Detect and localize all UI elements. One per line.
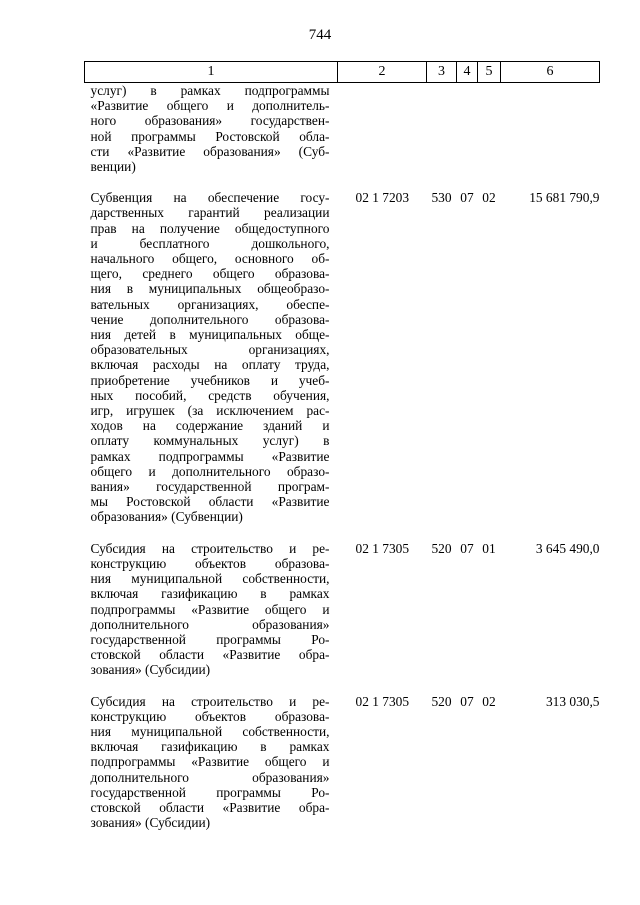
description-line: Субсидия на строительство и ре- bbox=[90, 540, 330, 556]
description-line: вания» государственной програм- bbox=[90, 479, 330, 495]
table-header-row bbox=[85, 62, 600, 83]
header-col-4: 4 bbox=[457, 62, 478, 83]
description-line: стовской области «Развитие обра- bbox=[90, 799, 330, 815]
description-line: общего и дополнительного образо- bbox=[90, 463, 330, 479]
description-line: государственной программы Ро- bbox=[90, 631, 330, 647]
header-col-5: 5 bbox=[478, 62, 501, 83]
row-description bbox=[85, 190, 338, 540]
description-line: «Развитие общего и дополнитель- bbox=[90, 98, 330, 114]
row-code: 02 1 7305 bbox=[355, 693, 410, 709]
description-line: сти «Развитие образования» (Суб- bbox=[90, 143, 330, 159]
description-line: образовательных организациях, bbox=[90, 342, 330, 358]
row-col-4: 07 bbox=[460, 693, 474, 709]
description-line: включая газификацию в рамках bbox=[90, 586, 330, 602]
header-col-1: 1 bbox=[85, 62, 338, 83]
description-line: чение дополнительного образова- bbox=[90, 311, 330, 327]
description-line: рамках подпрограммы «Развитие bbox=[90, 448, 330, 464]
description-line: ных пособий, средств обучения, bbox=[90, 387, 330, 403]
row-code bbox=[338, 83, 427, 191]
description-line: приобретение учебников и учеб- bbox=[90, 372, 330, 388]
description-line: венции) bbox=[90, 159, 136, 175]
row-code: 02 1 7305 bbox=[355, 540, 410, 556]
row-col-3: 520 bbox=[431, 693, 452, 709]
description-line: Субвенция на обеспечение госу- bbox=[90, 190, 330, 206]
description-line: щего, среднего общего образова- bbox=[90, 266, 330, 282]
header-col-6: 6 bbox=[501, 62, 600, 83]
description-line: мы Ростовской области «Развитие bbox=[90, 494, 330, 510]
description-line: ной программы Ростовской обла- bbox=[90, 128, 330, 144]
row-amount bbox=[501, 83, 600, 191]
row-col-3: 520 bbox=[431, 540, 452, 556]
description-line: оплату коммунальных услуг) в bbox=[90, 433, 330, 449]
description-line: ния детей в муниципальных обще- bbox=[90, 327, 330, 343]
row-col-4: 07 bbox=[460, 540, 474, 556]
description-line: вательных организациях, обеспе- bbox=[90, 296, 330, 312]
row-code: 02 1 7203 bbox=[355, 190, 410, 206]
description-line: услуг) в рамках подпрограммы bbox=[90, 83, 330, 98]
table-row bbox=[85, 694, 600, 847]
page-number: 744 bbox=[308, 27, 332, 43]
header-col-3: 3 bbox=[427, 62, 457, 83]
description-line: образования» (Субвенции) bbox=[90, 509, 243, 525]
row-col-4: 07 bbox=[460, 190, 474, 206]
budget-table bbox=[84, 61, 600, 846]
description-line: начального общего, основного об- bbox=[90, 251, 330, 267]
row-description bbox=[85, 694, 338, 847]
description-line: и бесплатного дошкольного, bbox=[90, 235, 330, 251]
row-amount: 15 681 790,9 bbox=[529, 190, 600, 206]
row-col-3: 530 bbox=[431, 190, 452, 206]
description-line: конструкцию объектов образова- bbox=[90, 555, 330, 571]
description-line: государственной программы Ро- bbox=[90, 784, 330, 800]
description-line: ния муниципальной собственности, bbox=[90, 571, 330, 587]
description-line: включая газификацию в рамках bbox=[90, 739, 330, 755]
description-line: подпрограммы «Развитие общего и bbox=[90, 754, 330, 770]
table-row bbox=[85, 83, 600, 191]
description-line: зования» (Субсидии) bbox=[90, 815, 211, 831]
row-description bbox=[85, 83, 338, 191]
description-line: включая расходы на оплату труда, bbox=[90, 357, 330, 373]
description-line: игр, игрушек (за исключением рас- bbox=[90, 403, 330, 419]
row-col-3 bbox=[427, 83, 457, 191]
description-line: Субсидия на строительство и ре- bbox=[90, 693, 330, 709]
description-line: зования» (Субсидии) bbox=[90, 662, 211, 678]
description-line: ного образования» государствен- bbox=[90, 113, 330, 129]
row-col-5: 02 bbox=[482, 190, 496, 206]
description-line: ния муниципальной собственности, bbox=[90, 723, 330, 739]
description-line: дарственных гарантий реализации bbox=[90, 205, 330, 221]
header-col-2: 2 bbox=[338, 62, 427, 83]
row-col-5: 01 bbox=[482, 540, 496, 556]
description-line: ния в муниципальных общеобразо- bbox=[90, 281, 330, 297]
row-col-5 bbox=[478, 83, 501, 191]
table-row bbox=[85, 190, 600, 540]
table-row bbox=[85, 541, 600, 694]
description-line: конструкцию объектов образова- bbox=[90, 708, 330, 724]
row-amount: 3 645 490,0 bbox=[535, 540, 600, 556]
row-description bbox=[85, 541, 338, 694]
description-line: дополнительного образования» bbox=[90, 616, 330, 632]
row-col-4 bbox=[457, 83, 478, 191]
row-amount: 313 030,5 bbox=[545, 693, 600, 709]
row-col-5: 02 bbox=[482, 693, 496, 709]
description-line: подпрограммы «Развитие общего и bbox=[90, 601, 330, 617]
description-line: прав на получение общедоступного bbox=[90, 220, 330, 236]
description-line: дополнительного образования» bbox=[90, 769, 330, 785]
description-line: стовской области «Развитие обра- bbox=[90, 647, 330, 663]
description-line: ходов на содержание зданий и bbox=[90, 418, 330, 434]
